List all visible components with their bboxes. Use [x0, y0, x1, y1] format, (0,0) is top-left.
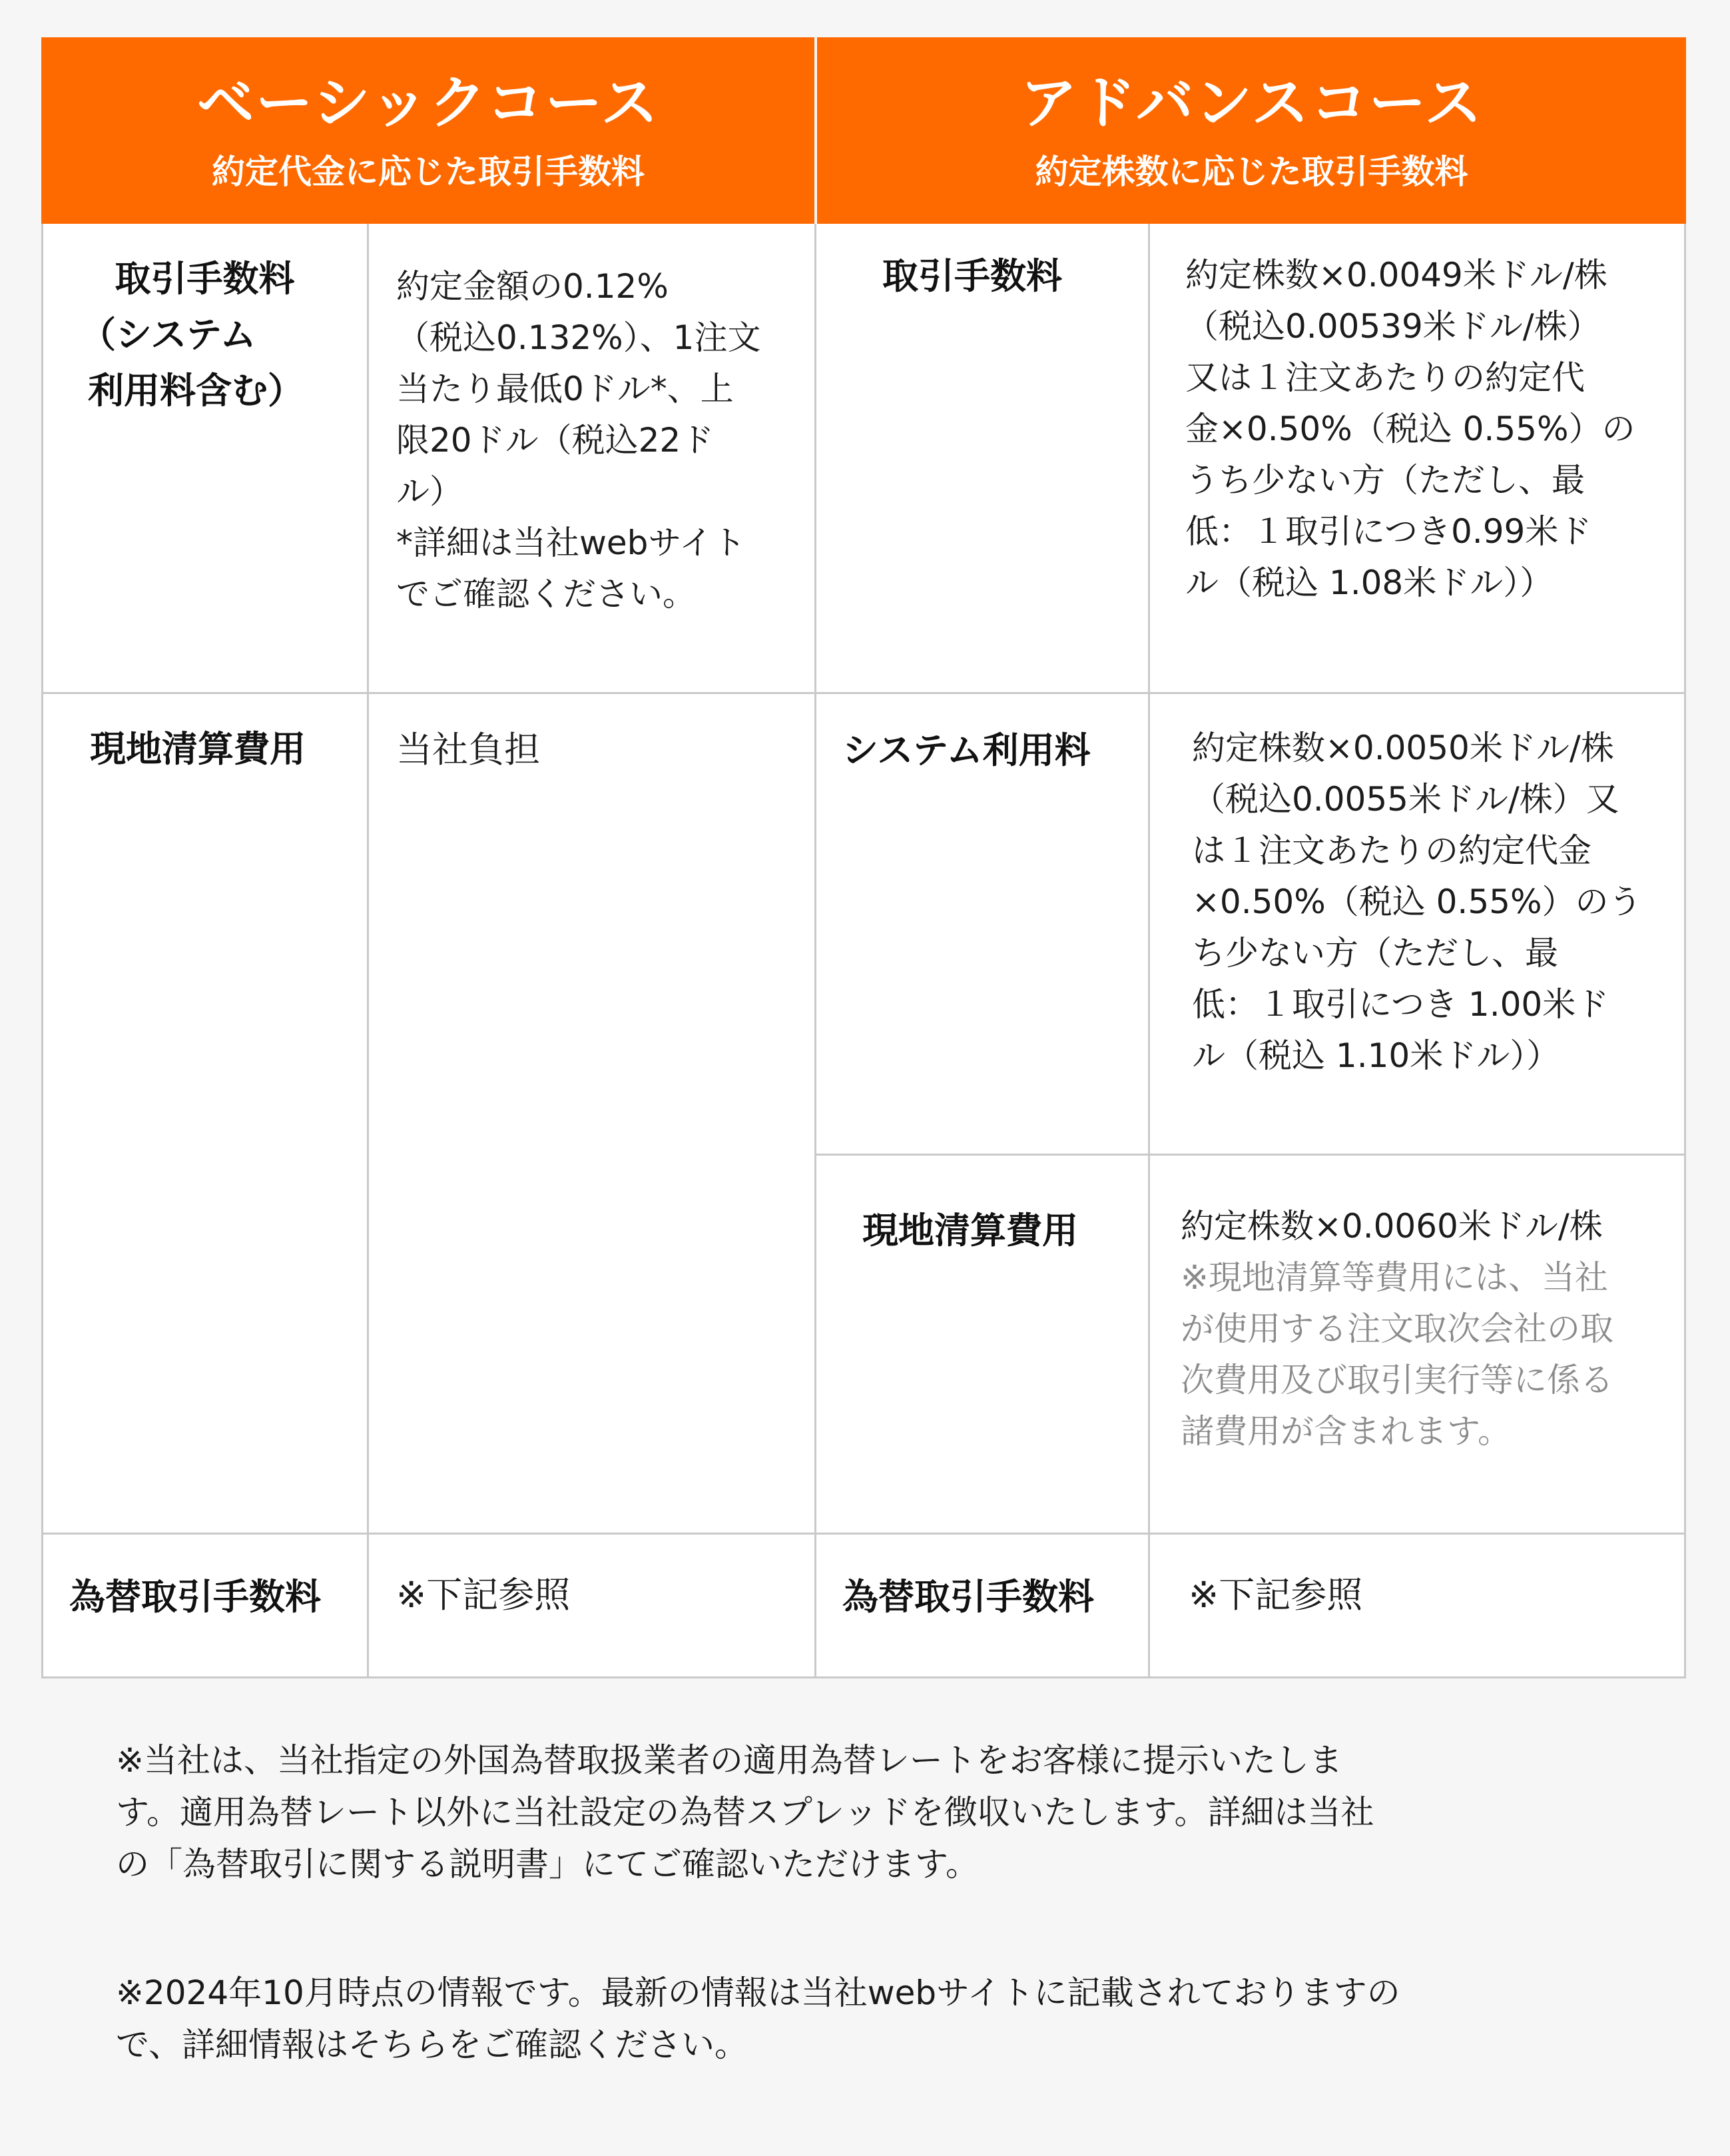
advance-settlement-note-line: ※現地清算等費用には、当社 [1181, 1258, 1608, 1297]
advance-commission-value-line: 又は１注文あたりの約定代 [1185, 358, 1585, 397]
basic-commission-label [53, 251, 356, 419]
basic-commission-value [396, 261, 760, 620]
advance-course-header [817, 37, 1686, 224]
advance-course-title: アドバンスコース [1019, 70, 1484, 137]
basic-commission-label-line: （システム [80, 314, 256, 356]
advance-system-value-line: 約定株数×0.0050米ドル/株 [1192, 729, 1614, 767]
basic-fx-value: ※下記参照 [396, 1574, 571, 1616]
date-notice-line: ※2024年10月時点の情報です。最新の情報は当社webサイトに記載されておりますの [116, 1974, 1400, 2012]
grid-line-row3 [41, 1533, 1686, 1535]
fx-notice-line: ※当社は、当社指定の外国為替取扱業者の適用為替レートをお客様に提示いたしま [116, 1741, 1342, 1780]
date-notice [116, 1967, 1647, 2071]
advance-system-value-line: ×0.50%（税込 0.55%）のう [1192, 883, 1642, 921]
grid-line-advance-row2 [814, 1154, 1686, 1156]
advance-system-value-line: （税込0.0055米ドル/株）又 [1192, 780, 1619, 819]
advance-commission-label: 取引手数料 [882, 255, 1062, 297]
basic-commission-value-line: でご確認ください。 [396, 575, 696, 613]
basic-settlement-value: 当社負担 [396, 729, 540, 771]
advance-commission-value-line: ル（税込 1.08米ドル）） [1185, 563, 1554, 602]
advance-system-value-line: は１注文あたりの約定代金 [1192, 831, 1591, 870]
grid-line-advance-label [1148, 224, 1150, 1678]
advance-system-value-line: ち少ない方（ただし、最 [1192, 934, 1558, 972]
fx-notice-line: の「為替取引に関する説明書」にてご確認いただけます。 [116, 1845, 979, 1884]
advance-settlement-value-line: 約定株数×0.0060米ドル/株 [1181, 1207, 1603, 1246]
grid-line-row1 [41, 692, 1686, 694]
advance-commission-value-line: （税込0.00539米ドル/株） [1185, 307, 1601, 346]
basic-commission-label-line: 利用料含む） [88, 370, 304, 412]
basic-course-subtitle: 約定代金に応じた取引手数料 [212, 153, 645, 191]
grid-line-basic-label [367, 224, 369, 1678]
advance-system-value-line: ル（税込 1.10米ドル）） [1192, 1036, 1560, 1075]
basic-settlement-label: 現地清算費用 [90, 728, 306, 770]
advance-settlement-label: 現地清算費用 [862, 1210, 1078, 1252]
advance-commission-value-line: 低：１取引につき0.99米ド [1185, 512, 1592, 551]
date-notice-line: で、詳細情報はそちらをご確認ください。 [116, 2025, 748, 2064]
basic-course-header [41, 37, 815, 224]
basic-course-title: ベーシックコース [196, 70, 660, 137]
basic-fx-label: 為替取引手数料 [69, 1576, 321, 1618]
advance-fx-label: 為替取引手数料 [842, 1576, 1094, 1618]
basic-commission-label-line: 取引手数料 [115, 258, 295, 300]
grid-line-center [814, 224, 816, 1678]
advance-settlement-value [1181, 1201, 1613, 1457]
advance-settlement-note-line: 諸費用が含まれます。 [1181, 1412, 1511, 1451]
basic-commission-value-line: 限20ドル（税込22ド [396, 421, 715, 460]
fx-notice-line: す。適用為替レート以外に当社設定の為替スプレッドを徴収いたします。詳細は当社 [116, 1793, 1374, 1832]
advance-system-value-line: 低：１取引につき 1.00米ド [1192, 985, 1609, 1024]
advance-commission-value [1185, 250, 1635, 609]
basic-commission-value-line: 当たり最低0ドル*、上 [396, 370, 734, 408]
advance-commission-value-line: うち少ない方（ただし、最 [1185, 461, 1585, 500]
advance-commission-value-line: 金×0.50%（税込 0.55%）の [1185, 410, 1635, 448]
fx-notice [116, 1734, 1647, 1890]
advance-settlement-note-line: 次費用及び取引実行等に係る [1181, 1361, 1613, 1399]
advance-settlement-note-line: が使用する注文取次会社の取 [1181, 1309, 1613, 1348]
basic-commission-value-line: 約定金額の0.12% [396, 267, 669, 306]
advance-commission-value-line: 約定株数×0.0049米ドル/株 [1185, 256, 1607, 294]
basic-commission-value-line: *詳細は当社webサイト [396, 524, 746, 562]
basic-commission-value-line: ル） [396, 472, 463, 511]
advance-system-value [1192, 723, 1641, 1082]
advance-fx-value: ※下記参照 [1189, 1574, 1363, 1616]
advance-system-label: システム利用料 [842, 729, 1091, 771]
advance-course-subtitle: 約定株数に応じた取引手数料 [1035, 153, 1468, 191]
basic-commission-value-line: （税込0.132%）、1注文 [396, 318, 761, 357]
